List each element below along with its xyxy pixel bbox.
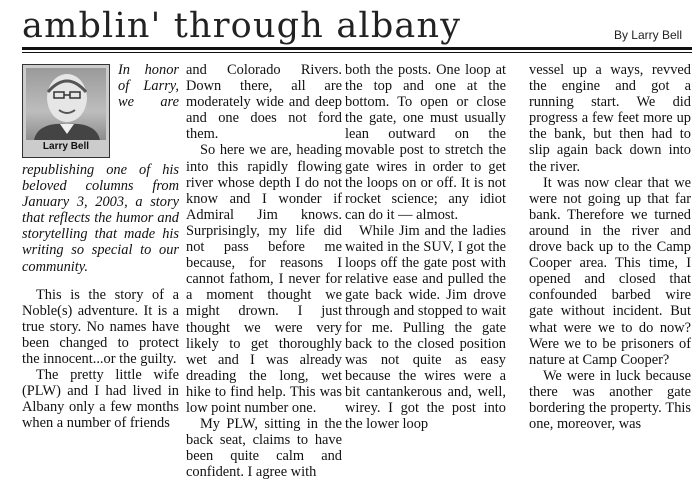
- paragraph: While Jim and the ladies waited in the SUV, I got the loops off the gate post with relative ease and pulled the gate back wide. Jim drove through and stopped to wait for me. Pulling the gate back to the closed position was not quite as easy because the wires were a bit cantankerous and, well, wirey. I got the post into the lower loop: [345, 222, 506, 433]
- article-column-2: [186, 62, 342, 480]
- paragraph: both the posts. One loop at the top and one at the bottom. To open or close the gate, one must usually lean outward on the movable post to stretch the gate wires in order to get the loops on or off. It is not rocket science; any idiot can do it — almost.: [345, 62, 506, 223]
- paragraph: So here we are, heading into this rapidly flowing river whose depth I do not know and I wonder if Admiral Jim knows. Surprisingly, my life did not pass before me because, for reasons I cannot fathom, I never for a moment thought we might drown. I just thought we were very likely to get thoroughly wet and I was already dreading the long, wet hike to find help. This was low point number one.: [186, 142, 342, 416]
- paragraph: and Colorado Rivers. Down there, all are moderately wide and deep and one does not ford them.: [186, 62, 342, 143]
- byline: By Larry Bell: [613, 28, 682, 42]
- article-column-1: [22, 62, 179, 432]
- paragraph: My PLW, sitting in the back seat, claims to have been quite calm and confident. I agree with: [186, 416, 342, 480]
- article-column-4: [529, 62, 691, 433]
- paragraph: It was now clear that we were not going up that far bank. Therefore we turned around in the river and drove back up to the Camp Cooper area. This time, I opened and closed that confounded barbed wire gate without incident. But what were we to do now? Were we to be prisoners of nature at Camp Cooper?: [529, 174, 691, 368]
- column-title: amblin' through albany: [22, 6, 462, 46]
- author-photo: [22, 64, 110, 158]
- paragraph: The pretty little wife (PLW) and I had lived in Albany only a few months when a number of friends: [22, 367, 179, 432]
- photo-caption: Larry Bell: [42, 140, 90, 152]
- header-rule-thin: [22, 52, 692, 53]
- portrait-image: [26, 68, 106, 140]
- portrait-icon: [26, 68, 108, 140]
- tribute-intro: In honor of Larry, we are republishing one of his beloved columns from January 3, 2003, a story that reflects the humor and storytelling that made his writing so special to our community.: [22, 62, 179, 275]
- paragraph: We were in luck because there was another gate bordering the property. This one, moreover, was: [529, 367, 691, 433]
- header-rule-thick: [22, 47, 692, 50]
- article-column-3: [345, 62, 506, 433]
- paragraph: This is the story of a Noble(s) adventure. It is a true story. No names have been changed to protect the innocent...or the guilty.: [22, 286, 179, 368]
- column-header: [22, 0, 692, 46]
- paragraph: vessel up a ways, revved the engine and got a running start. We did progress a few feet more up the bank, but then had to slip again back down into the river.: [529, 62, 691, 175]
